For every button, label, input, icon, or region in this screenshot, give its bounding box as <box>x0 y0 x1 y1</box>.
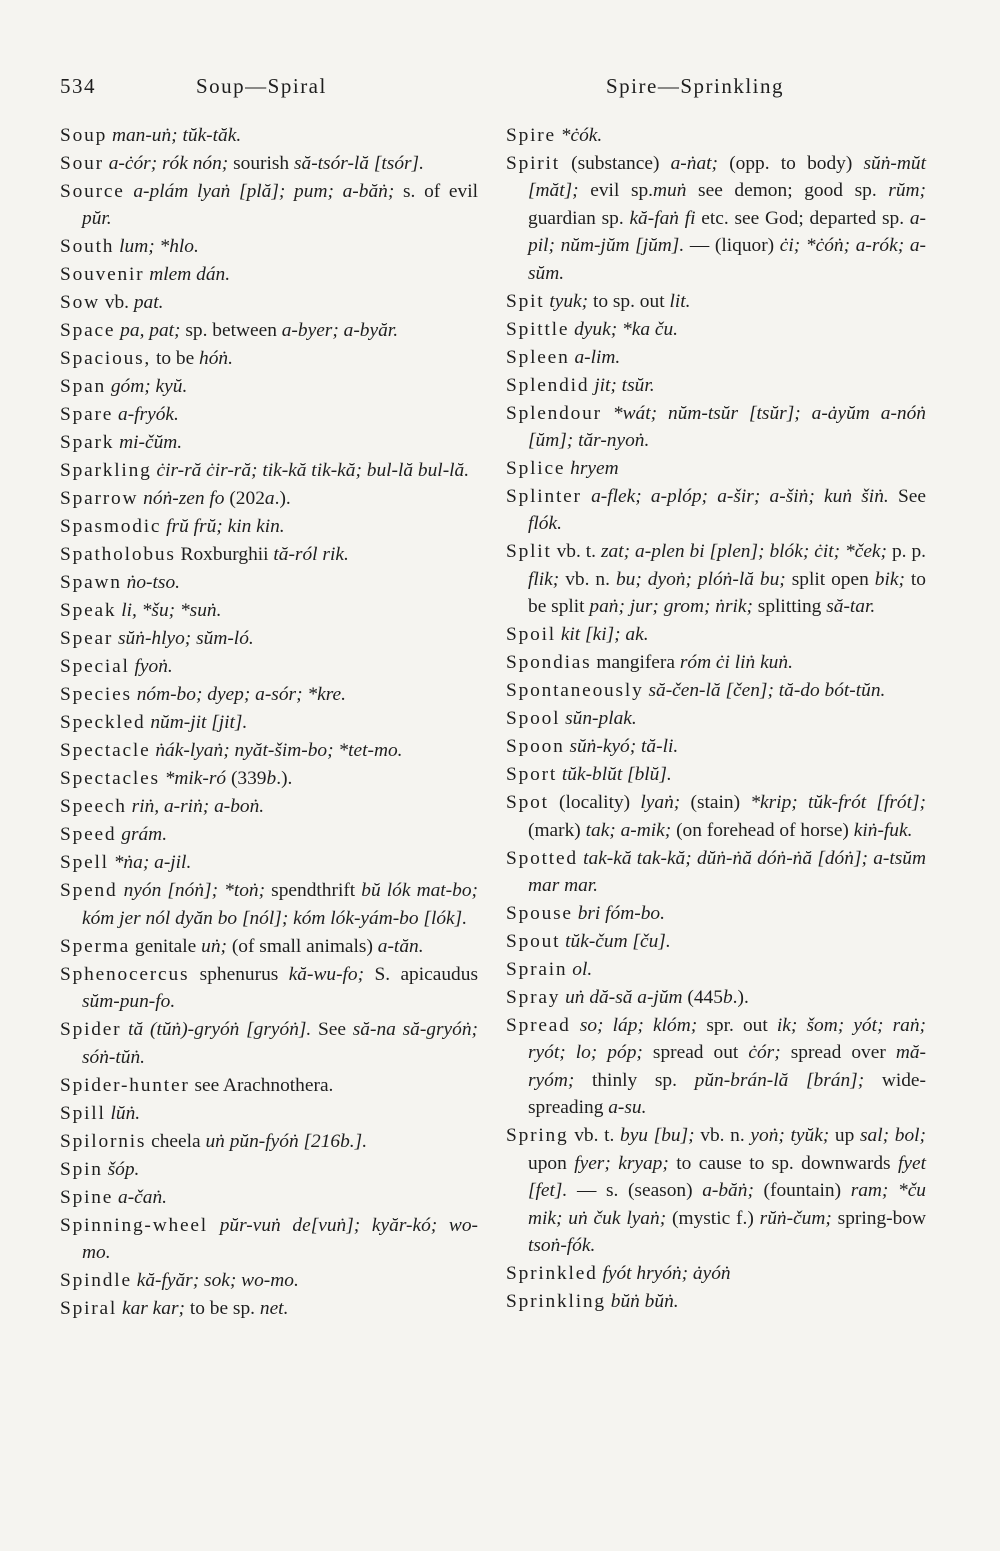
lepcha-term: rŭṅ-čum; <box>759 1207 832 1229</box>
english-gloss: splitting <box>752 596 827 618</box>
headword: Spontaneously <box>506 680 644 702</box>
headword: Soup <box>60 125 108 146</box>
headword: Splendour <box>506 402 602 424</box>
english-gloss: S. apicaudus <box>364 963 478 985</box>
dictionary-entry <box>506 538 926 620</box>
lepcha-term: *krip; tŭk-frót [frót]; <box>750 792 926 814</box>
english-gloss: vb. t. <box>556 541 601 563</box>
lepcha-term: tyuk; <box>549 290 589 312</box>
dictionary-entry <box>60 653 478 680</box>
lepcha-term: róm ċi liṅ kuṅ. <box>679 652 793 674</box>
lepcha-term: a-ṅat; <box>670 153 718 174</box>
lepcha-term: lum; *hlo. <box>119 236 199 258</box>
lepcha-term: a-băṅ; <box>702 1180 754 1202</box>
lepcha-term: riṅ, a-riṅ; a-boṅ. <box>131 796 265 818</box>
english-gloss: mangifera <box>596 652 680 674</box>
english-gloss: spring-bow <box>831 1207 927 1229</box>
lepcha-term: kit [ki]; ak. <box>560 624 649 646</box>
lepcha-term: *wát; nŭm-tsŭr [tsŭr]; a-ȧyŭm a-nóṅ [ŭm]; tăr-nyoṅ. <box>528 402 926 452</box>
headword: Span <box>60 376 106 398</box>
lepcha-term: byu [bu]; <box>620 1125 695 1147</box>
english-gloss: Roxburghii <box>180 544 274 566</box>
lepcha-term: frŭ frŭ; kin kin. <box>166 516 285 538</box>
headword: Spleen <box>506 346 570 368</box>
headword: Spawn <box>60 572 122 594</box>
left-column <box>60 122 478 1323</box>
english-gloss: sp. between <box>180 320 282 342</box>
lepcha-term: fyót hryóṅ; ȧyóṅ <box>602 1262 731 1284</box>
english-gloss: spr. out <box>697 1015 777 1037</box>
lepcha-term: grám. <box>121 824 168 846</box>
lepcha-term: a-čaṅ. <box>118 1186 168 1208</box>
lepcha-term: b <box>266 768 277 790</box>
english-gloss: to be <box>155 348 200 370</box>
dictionary-entry <box>506 789 926 844</box>
headword: Speckled <box>60 712 146 734</box>
headword: Speech <box>60 796 127 818</box>
lepcha-term: lŭṅ. <box>110 1102 141 1124</box>
english-gloss: guardian sp. <box>528 207 630 229</box>
dictionary-entry <box>60 1212 478 1267</box>
english-gloss: sourish <box>228 153 294 174</box>
headword: Spear <box>60 628 114 650</box>
lepcha-term: nóṅ-zen fo <box>143 488 225 510</box>
headword: Source <box>60 181 125 202</box>
headword: Speed <box>60 824 117 846</box>
headword: Spring <box>506 1125 569 1147</box>
headword: Spit <box>506 290 545 312</box>
english-gloss: to sp. out <box>588 290 670 312</box>
lepcha-term: a-ċór; rók nón; <box>108 153 229 174</box>
dictionary-entry <box>60 933 478 960</box>
lepcha-term: jit; tsŭr. <box>594 374 655 396</box>
dictionary-entry <box>60 1184 478 1211</box>
lepcha-term: yoṅ; tyŭk; <box>750 1125 830 1147</box>
dictionary-entry <box>506 316 926 343</box>
lepcha-term: flók. <box>528 513 562 535</box>
headword: Spout <box>506 931 561 953</box>
dictionary-entry <box>506 733 926 760</box>
lepcha-term: tŭk-čum [ču]. <box>565 931 671 953</box>
dictionary-entry <box>60 457 478 484</box>
dictionary-entry <box>60 122 478 149</box>
dictionary-entry <box>506 150 926 287</box>
lepcha-term: net. <box>259 1298 289 1320</box>
english-gloss: See <box>311 1019 353 1041</box>
lepcha-term: kă-fyăr; sok; wo-mo. <box>136 1270 299 1292</box>
dictionary-entry <box>60 261 478 288</box>
english-gloss: p. p. <box>887 541 926 563</box>
dictionary-entry <box>60 793 478 820</box>
headword: Splinter <box>506 486 582 508</box>
lepcha-term: pŭr-vuṅ de[vuṅ]; kyăr-kó; wo-mo. <box>82 1214 478 1264</box>
lepcha-term: sŭṅ-hlyo; sŭm-ló. <box>118 628 254 650</box>
headword: Spider <box>60 1019 122 1041</box>
headword: Spray <box>506 987 561 1009</box>
lepcha-term: flik; <box>528 568 560 590</box>
lepcha-term: sŭm-pun-fo. <box>82 991 176 1013</box>
lepcha-term: pŭr. <box>82 208 112 230</box>
headword: Split <box>506 541 552 563</box>
english-gloss: spread out <box>642 1042 749 1064</box>
dictionary-entry <box>506 705 926 732</box>
dictionary-entry <box>506 1122 926 1259</box>
english-gloss: sphenurus <box>199 963 289 985</box>
lepcha-term: b <box>722 987 733 1009</box>
left-running-head: Soup—Spiral <box>196 74 327 98</box>
headword: Spoon <box>506 736 565 758</box>
english-gloss: to be split <box>528 568 926 618</box>
page-number: 534 <box>60 74 96 98</box>
lepcha-term: ṅák-lyaṅ; nyăt-šim-bo; *tet-mo. <box>155 740 403 762</box>
lepcha-term: să-tar. <box>826 596 876 618</box>
lepcha-term: ol. <box>572 959 593 981</box>
lepcha-term: să-na să-gryóṅ; sóṅ-tŭṅ. <box>82 1019 478 1068</box>
headword: Spin <box>60 1158 103 1180</box>
headword: Spacious, <box>60 348 152 370</box>
english-gloss: (339 <box>226 768 267 790</box>
headword: Spare <box>60 404 114 426</box>
headword: Sport <box>506 764 558 786</box>
dictionary-entry <box>60 401 478 428</box>
lepcha-term: fyet [fet]. <box>528 1152 926 1202</box>
headword: Species <box>60 684 132 706</box>
dictionary-entry <box>60 1072 478 1099</box>
lepcha-term: ram; *ču mik; uṅ čuk lyaṅ; <box>528 1180 927 1229</box>
dictionary-entry <box>506 677 926 704</box>
dictionary-entry <box>60 178 478 233</box>
lepcha-term: ċi; *ċóṅ; a-rók; a-sŭm. <box>528 235 926 284</box>
headword: Spittle <box>506 318 570 340</box>
dictionary-entry <box>60 1156 478 1183</box>
lepcha-term: so; láp; klóm; <box>579 1015 698 1037</box>
english-gloss: .). <box>732 987 749 1009</box>
headword: Spiral <box>60 1298 118 1320</box>
english-gloss: — (liquor) <box>684 235 780 257</box>
lepcha-term: hryem <box>570 458 619 480</box>
headword: Souvenir <box>60 264 145 286</box>
lepcha-term: tsoṅ-fók. <box>528 1234 596 1256</box>
english-gloss: cheela <box>151 1130 206 1152</box>
dictionary-entry <box>60 1267 478 1294</box>
dictionary-entry <box>506 845 926 900</box>
dictionary-entry <box>60 877 478 932</box>
running-head <box>0 74 1000 104</box>
headword: Splendid <box>506 374 590 396</box>
dictionary-entry <box>506 1260 926 1287</box>
lepcha-term: kiṅ-fuk. <box>853 819 913 841</box>
dictionary-entry <box>506 455 926 482</box>
headword: Spouse <box>506 903 573 925</box>
dictionary-entry <box>506 122 926 149</box>
lepcha-term: *mik-ró <box>164 768 227 790</box>
lepcha-term: muṅ <box>653 180 687 202</box>
lepcha-term: nŭm-jit [jit]. <box>150 712 248 734</box>
headword: Spread <box>506 1015 571 1037</box>
lepcha-term: uṅ pŭn-fyóṅ [216b.]. <box>205 1130 368 1152</box>
english-gloss: vb. n. <box>559 568 616 590</box>
lepcha-term: mă-ryóm; <box>528 1042 926 1091</box>
lepcha-term: sŭṅ-kyó; tă-li. <box>569 736 679 758</box>
lepcha-term: pa, pat; <box>120 320 181 342</box>
english-gloss: genitale <box>134 935 202 957</box>
english-gloss: (locality) <box>559 792 641 814</box>
headword: Spot <box>506 792 549 814</box>
headword: Spatholobus <box>60 544 176 566</box>
lepcha-term: a-pil; nŭm-jŭm [jŭm]. <box>528 207 926 257</box>
dictionary-entry <box>60 513 478 540</box>
lepcha-term: šóp. <box>107 1158 140 1180</box>
headword: Special <box>60 656 130 678</box>
lepcha-term: tŭk-blŭt [blŭ]. <box>561 764 672 786</box>
headword: Sparrow <box>60 488 139 510</box>
dictionary-entry <box>60 709 478 736</box>
dictionary-entry <box>60 317 478 344</box>
english-gloss: (202 <box>224 488 265 510</box>
dictionary-entry <box>60 485 478 512</box>
english-gloss: .). <box>274 488 291 510</box>
dictionary-entry <box>60 541 478 568</box>
headword: Spilornis <box>60 1130 147 1152</box>
lepcha-term: uṅ; <box>201 935 227 957</box>
lepcha-term: a-su. <box>608 1097 647 1119</box>
english-gloss: s. of evil <box>394 181 478 202</box>
headword: Sperma <box>60 935 131 957</box>
lepcha-term: zat; a-plen bi [plen]; blók; ċit; *ček; <box>601 541 887 563</box>
lepcha-term: hóṅ. <box>199 348 233 370</box>
dictionary-entry <box>60 849 478 876</box>
dictionary-entry <box>60 1016 478 1071</box>
headword: Spill <box>60 1102 106 1124</box>
lepcha-term: sŭn-plak. <box>565 708 637 730</box>
headword: Spider-hunter <box>60 1074 190 1096</box>
english-gloss: (substance) <box>571 153 671 174</box>
headword: Sprain <box>506 959 568 981</box>
lepcha-term: să-čen-lă [čen]; tă-do bót-tŭn. <box>648 680 886 702</box>
english-gloss: (mark) <box>528 819 586 841</box>
headword: Sparkling <box>60 460 152 482</box>
dictionary-entry <box>506 372 926 399</box>
lepcha-term: a-byer; a-byăr. <box>281 320 399 342</box>
dictionary-entry <box>60 345 478 372</box>
english-gloss: spread over <box>780 1042 896 1064</box>
english-gloss: (of small animals) <box>227 935 378 957</box>
lepcha-term: a-flek; a-plóp; a-šir; a-šiṅ; kuṅ šiṅ. <box>591 486 889 508</box>
english-gloss: See <box>888 486 926 508</box>
lepcha-term: bik; <box>874 568 905 590</box>
headword: Spectacle <box>60 740 151 762</box>
dictionary-entry <box>506 761 926 788</box>
headword: Speak <box>60 600 117 622</box>
dictionary-entry <box>506 1288 926 1315</box>
lepcha-term: li, *šu; *suṅ. <box>121 600 222 622</box>
dictionary-entry <box>506 400 926 455</box>
lepcha-term: ċir-ră ċir-ră; tik-kă tik-kă; bul-lă bul-lă. <box>156 460 470 482</box>
lepcha-term: uṅ dă-să a-jŭm <box>565 987 683 1009</box>
dictionary-entry <box>60 233 478 260</box>
lepcha-term: tak-kă tak-kă; dŭṅ-ṅă dóṅ-ṅă [dóṅ]; a-tsŭm mar mar. <box>528 847 926 897</box>
lepcha-term: bri fóm-bo. <box>577 903 665 925</box>
english-gloss: up <box>829 1125 860 1147</box>
dictionary-entry <box>506 1012 926 1122</box>
lepcha-term: dyuk; *ka ču. <box>574 318 679 340</box>
dictionary-entry <box>60 821 478 848</box>
dictionary-entry <box>60 765 478 792</box>
english-gloss: wide-spreading <box>528 1069 926 1119</box>
headword: Spinning-wheel <box>60 1214 208 1236</box>
headword: Spotted <box>506 847 578 869</box>
lepcha-term: paṅ; jur; grom; ṅrik; <box>589 596 753 618</box>
headword: Space <box>60 320 116 342</box>
lepcha-term: *ṅa; a-jil. <box>113 852 192 874</box>
english-gloss: (stain) <box>680 792 751 814</box>
lepcha-term: bŭ lók mat-bo; kóm jer nól dyăn bo [nól]; kóm lók-yám-bo [lók]. <box>82 880 478 929</box>
english-gloss: evil sp. <box>578 180 654 202</box>
dictionary-entry <box>60 1100 478 1127</box>
dictionary-entry <box>506 956 926 983</box>
dictionary-entry <box>60 429 478 456</box>
english-gloss: (mystic f.) <box>666 1207 760 1229</box>
headword: Spool <box>506 708 561 730</box>
english-gloss: vb. <box>104 292 134 314</box>
headword: Spectacles <box>60 768 160 790</box>
headword: Spondias <box>506 652 592 674</box>
headword: Sprinkled <box>506 1262 598 1284</box>
dictionary-entry <box>506 900 926 927</box>
english-gloss: upon <box>528 1152 575 1174</box>
headword: Spoil <box>506 624 556 646</box>
lepcha-term: sal; bol; <box>860 1125 926 1147</box>
dictionary-entry <box>506 344 926 371</box>
lepcha-term: *ċók. <box>560 125 603 146</box>
dictionary-entry <box>60 681 478 708</box>
english-gloss: split open <box>785 568 875 590</box>
lepcha-term: góm; kyŭ. <box>110 376 188 398</box>
lepcha-term: pŭn-brán-lă [brán]; <box>694 1069 865 1091</box>
lepcha-term: lyaṅ; <box>640 792 681 814</box>
right-column <box>506 122 926 1316</box>
lepcha-term: ċór; <box>748 1042 781 1064</box>
english-gloss: to cause to sp. downwards <box>668 1152 898 1174</box>
headword: South <box>60 236 115 258</box>
dictionary-entry <box>506 649 926 676</box>
english-gloss: (fountain) <box>753 1180 851 1202</box>
dictionary-entry <box>60 150 478 177</box>
lepcha-term: să-tsór-lă [tsór]. <box>293 153 424 174</box>
headword: Spasmodic <box>60 516 162 538</box>
headword: Spark <box>60 432 115 454</box>
english-gloss: etc. see God; departed sp. <box>695 207 910 229</box>
english-gloss: (opp. to body) <box>718 153 864 174</box>
headword: Spire <box>506 125 556 146</box>
headword: Spindle <box>60 1270 132 1292</box>
dictionary-entry <box>506 928 926 955</box>
dictionary-entry <box>506 483 926 538</box>
headword: Spirit <box>506 153 560 174</box>
lepcha-term: a-fryók. <box>118 404 179 426</box>
lepcha-term: bŭṅ bŭṅ. <box>610 1290 679 1312</box>
lepcha-term: rŭm; <box>888 180 926 202</box>
dictionary-entry <box>60 373 478 400</box>
lepcha-term: pat. <box>133 292 164 314</box>
lepcha-term: tă (tŭṅ)-gryóṅ [gryóṅ]. <box>128 1019 312 1041</box>
lepcha-term: a <box>264 488 275 510</box>
headword: Sour <box>60 153 104 174</box>
dictionary-entry <box>506 621 926 648</box>
dictionary-entry <box>506 288 926 315</box>
lepcha-term: tak; a-mik; <box>585 819 672 841</box>
english-gloss: thinly sp. <box>574 1069 695 1091</box>
english-gloss: — s. (season) <box>567 1180 703 1202</box>
dictionary-entry <box>60 1295 478 1322</box>
dictionary-entry <box>506 984 926 1011</box>
dictionary-entry <box>60 961 478 1016</box>
lepcha-term: mi-čŭm. <box>119 432 183 454</box>
lepcha-term: a-plám lyaṅ [plă]; pum; a-băṅ; <box>133 181 395 202</box>
lepcha-term: nyón [nóṅ]; *toṅ; <box>123 880 266 902</box>
lepcha-term: kă-wu-fo; <box>288 963 365 985</box>
lepcha-term: ik; šom; yót; raṅ; ryót; lo; póp; <box>528 1015 926 1064</box>
english-gloss: .). <box>276 768 293 790</box>
dictionary-entry <box>60 1128 478 1155</box>
english-gloss: see Arachnothera. <box>194 1074 334 1096</box>
lepcha-term: kar kar; <box>121 1298 185 1320</box>
english-gloss: vb. n. <box>694 1125 751 1147</box>
lepcha-term: mlem dán. <box>149 264 231 286</box>
headword: Spine <box>60 1186 114 1208</box>
dictionary-entry <box>60 737 478 764</box>
lepcha-term: kă-faṅ fi <box>629 207 696 229</box>
english-gloss: vb. t. <box>574 1125 620 1147</box>
lepcha-term: lit. <box>669 290 691 312</box>
dictionary-entry <box>60 289 478 316</box>
english-gloss: spendthrift <box>265 880 362 902</box>
headword: Sow <box>60 292 100 314</box>
headword: Sphenocercus <box>60 963 190 985</box>
lepcha-term: man-uṅ; tŭk-tăk. <box>111 125 242 146</box>
headword: Spend <box>60 880 118 902</box>
headword: Splice <box>506 458 566 480</box>
lepcha-term: bu; dyoṅ; plóṅ-lă bu; <box>615 568 786 590</box>
english-gloss: see demon; good sp. <box>686 180 889 202</box>
lepcha-term: a-lim. <box>574 346 621 368</box>
dictionary-entry <box>60 625 478 652</box>
dictionary-entry <box>60 597 478 624</box>
lepcha-term: fyer; kryap; <box>574 1152 669 1174</box>
lepcha-term: sŭṅ-mŭt [măt]; <box>528 153 926 202</box>
headword: Spell <box>60 852 109 874</box>
english-gloss: (445 <box>682 987 723 1009</box>
english-gloss: to be sp. <box>185 1298 260 1320</box>
lepcha-term: a-tăn. <box>377 935 424 957</box>
dictionary-entry <box>60 569 478 596</box>
lepcha-term: fyoṅ. <box>134 656 173 678</box>
headword: Sprinkling <box>506 1290 606 1312</box>
english-gloss: (on forehead of horse) <box>671 819 854 841</box>
lepcha-term: tă-ról rik. <box>273 544 349 566</box>
right-running-head: Spire—Sprinkling <box>606 74 785 98</box>
lepcha-term: nóm-bo; dyep; a-sór; *kre. <box>136 684 346 706</box>
lepcha-term: ṅo-tso. <box>126 572 180 594</box>
